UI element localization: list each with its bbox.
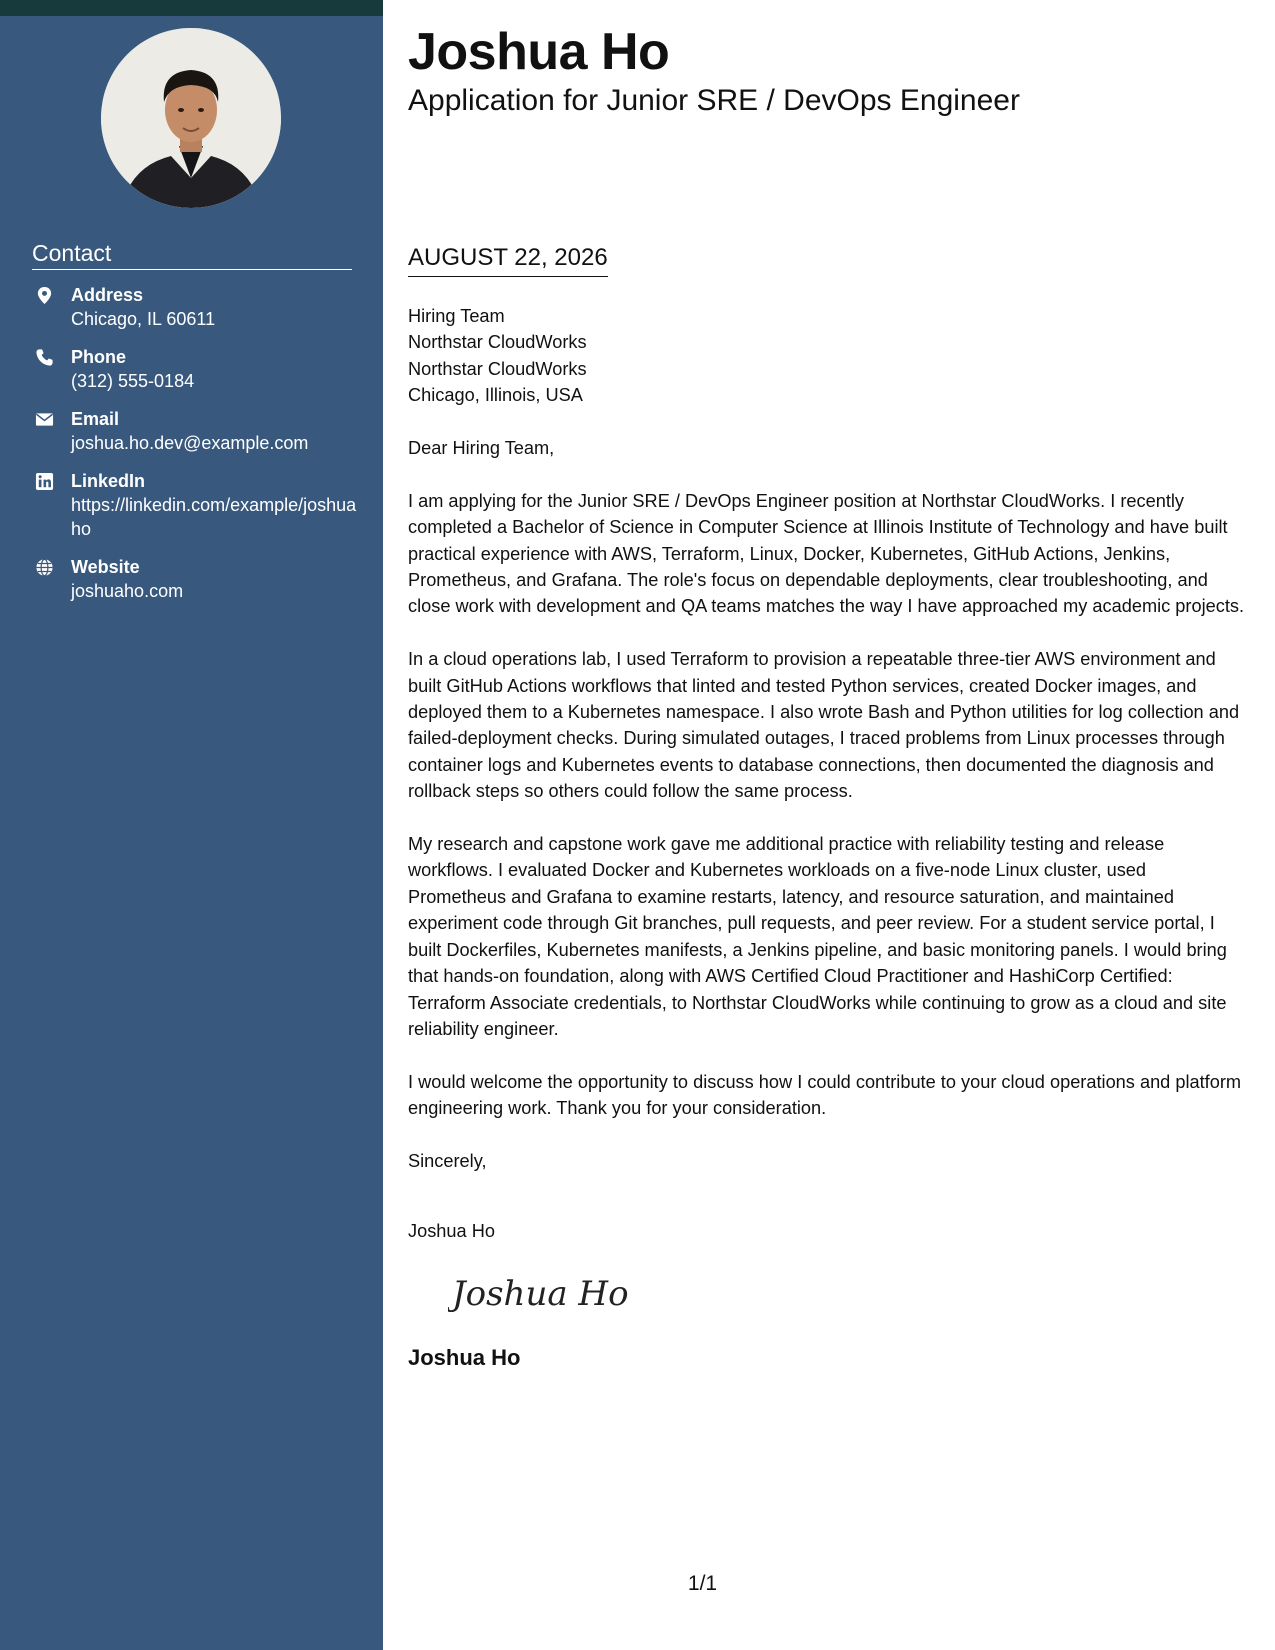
website-label: Website: [71, 557, 140, 577]
phone-value: (312) 555-0184: [71, 371, 195, 391]
letter-body: [408, 303, 1248, 1371]
closing: Sincerely,: [408, 1150, 487, 1171]
page-number: 1/1: [687, 1572, 718, 1595]
linkedin-icon: [35, 472, 54, 491]
recipient-line: Northstar CloudWorks: [408, 332, 587, 353]
email-label: Email: [71, 409, 120, 429]
envelope-icon: [35, 410, 54, 429]
recipient-line: Northstar CloudWorks: [408, 358, 587, 379]
sidebar: [0, 0, 383, 1650]
address-label: Address: [71, 285, 144, 305]
contact-item-email: [32, 408, 362, 455]
recipient-block: [408, 303, 1248, 409]
contact-item-phone: [32, 346, 362, 393]
contact-list: [32, 284, 362, 618]
signature: [448, 1269, 1248, 1319]
sidebar-top-bar: [0, 0, 383, 16]
globe-icon: [35, 558, 54, 577]
salutation: Dear Hiring Team,: [408, 438, 555, 459]
paragraph: My research and capstone work gave me additional practice with reliability testing and release workflows. I evaluated Docker and Kubernetes workloads on a five-node Linux cluster, used Prometheus and Grafana to examine restarts, latency, and resource saturation, and maintained experiment code through Git branches, pull requests, and peer review. For a student service portal, I built Dockerfiles, Kubernetes manifests, a Jenkins pipeline, and basic monitoring panels. I would bring that hands-on foundation, along with AWS Certified Cloud Practitioner and HashiCorp Certified: Terraform Associate credentials, to Northstar CloudWorks while continuing to grow as a cloud and site reliability engineer.: [408, 834, 1227, 1039]
email-value[interactable]: joshua.ho.dev@example.com: [71, 433, 309, 453]
applicant-name: Joshua Ho: [408, 23, 670, 81]
phone-icon: [35, 348, 54, 367]
avatar: [101, 28, 281, 208]
profile-photo: [101, 28, 281, 208]
application-subtitle: Application for Junior SRE / DevOps Engineer: [408, 84, 1020, 117]
paragraph: In a cloud operations lab, I used Terraform to provision a repeatable three-tier AWS environment and built GitHub Actions workflows that linted and tested Python services, created Docker images, and deployed them to a Kubernetes namespace. I also wrote Bash and Python utilities for log collection and failed-deployment checks. During simulated outages, I traced problems from Linux processes through container logs and Kubernetes events to database connections, then documented the diagnosis and rollback steps so others could follow the same process.: [408, 649, 1240, 802]
contact-item-address: [32, 284, 362, 331]
signature-image: [448, 1269, 648, 1319]
letter-date: AUGUST 22, 2026: [408, 244, 608, 277]
website-value[interactable]: joshuaho.com: [71, 581, 184, 601]
address-value: Chicago, IL 60611: [71, 309, 216, 329]
contact-heading: Contact: [32, 240, 352, 270]
paragraph: I would welcome the opportunity to discuss how I could contribute to your cloud operations and platform engineering work. Thank you for your consideration.: [408, 1071, 1242, 1119]
signature-text: Joshua Ho: [452, 1273, 629, 1314]
recipient-line: Chicago, Illinois, USA: [408, 385, 583, 406]
contact-item-website: [32, 556, 362, 603]
signer-name: Joshua Ho: [408, 1221, 495, 1242]
signer-name-bold: Joshua Ho: [408, 1344, 521, 1370]
linkedin-label: LinkedIn: [71, 471, 146, 491]
recipient-line: Hiring Team: [408, 306, 505, 326]
contact-item-linkedin: [32, 470, 362, 541]
linkedin-value[interactable]: https://linkedin.com/example/joshuaho: [71, 495, 357, 539]
paragraph: I am applying for the Junior SRE / DevOps Engineer position at Northstar CloudWorks. I recently completed a Bachelor of Science in Computer Science at Illinois Institute of Technology and have built practical experience with AWS, Terraform, Linux, Docker, Kubernetes, GitHub Actions, Jenkins, Prometheus, and Grafana. The role's focus on dependable deployments, clear troubleshooting, and close work with development and QA teams matches the way I have approached my academic projects.: [408, 490, 1245, 617]
phone-label: Phone: [71, 347, 127, 367]
map-pin-icon: [35, 286, 54, 305]
